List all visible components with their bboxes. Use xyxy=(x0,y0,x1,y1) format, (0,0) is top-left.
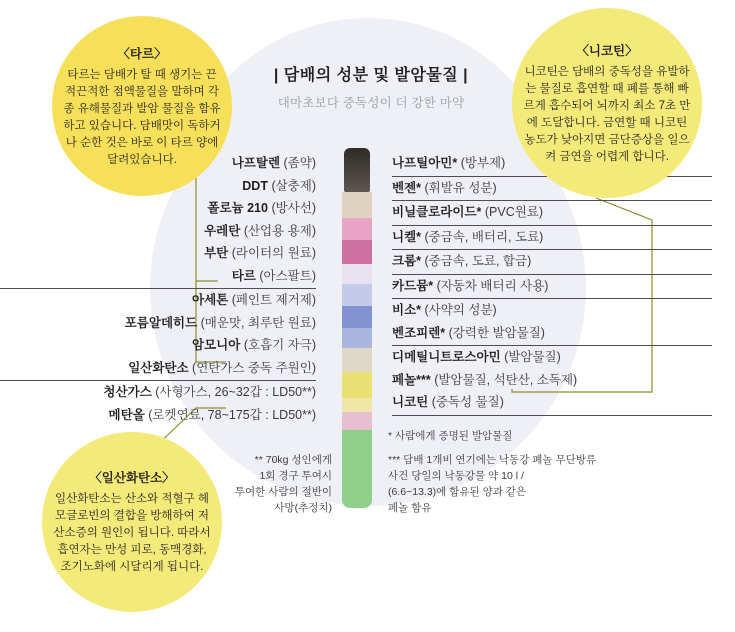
callout-carbon-monoxide xyxy=(42,432,222,612)
title-block xyxy=(231,62,511,111)
cigarette-band xyxy=(342,306,372,328)
ingredient-name: 비소* xyxy=(392,303,422,317)
cigarette-band xyxy=(342,192,372,218)
ingredient-name: 타르 xyxy=(231,268,256,283)
callout-nicotine-body: 니코틴은 담배의 중독성을 유발하는 물질로 흡연할 때 폐를 통해 빠르게 흡수되어 뇌까지 최소 7초 만에 도달합니다. 금연할 때 니코틴 농도가 낮아지면 금단증상을 일으켜 금연을 어렵게 합니다. xyxy=(523,65,691,163)
footnote-line: 사건 당일의 낙동강물 약 10 l / xyxy=(388,470,524,482)
footnote-line: 사망(추정치) xyxy=(274,502,332,514)
ingredient-name: 비닐클로라이드* xyxy=(392,205,482,219)
ingredient-name: 폴로늄 210 xyxy=(207,201,268,215)
ingredient-name: 벤젠* xyxy=(392,180,422,195)
ingredient-name: 디메틸니트로스아민 xyxy=(392,350,501,364)
ingredient-item xyxy=(392,201,712,226)
footnote-star: * 사람에게 증명된 발암물질 xyxy=(388,430,513,442)
ingredient-desc: (PVC원료) xyxy=(481,205,544,219)
ingredient-item xyxy=(392,391,712,416)
ingredient-desc: (휘발유 성분) xyxy=(421,180,497,195)
ingredient-item xyxy=(392,226,712,251)
cigarette-band xyxy=(342,372,372,398)
footnote-triple-star xyxy=(388,452,598,516)
cigarette-band xyxy=(342,218,372,240)
cigarette-filter xyxy=(342,430,372,508)
page-title: | 담배의 성분 및 발암물질 | xyxy=(273,67,469,84)
cigarette-band xyxy=(342,398,372,412)
callout-carbon-monoxide-title: 〈일산화탄소〉 xyxy=(89,471,175,485)
ingredient-desc: (강력한 발암물질) xyxy=(445,325,545,340)
callout-tar-title: 〈타르〉 xyxy=(117,46,167,61)
ingredient-item xyxy=(392,250,712,275)
ingredient-name: 일산화탄소 xyxy=(128,360,189,375)
page-subtitle: 대마초보다 중독성이 더 강한 마약 xyxy=(277,96,465,110)
ingredient-desc: (중금속, 도료, 합금) xyxy=(421,254,532,268)
ingredient-desc: (매운맛, 최루탄 원료) xyxy=(197,315,316,330)
ingredient-desc: (중독성 물질) xyxy=(428,395,504,409)
ingredient-name: 크롬* xyxy=(392,254,422,268)
ingredient-item xyxy=(392,369,712,392)
ingredient-name: 부탄 xyxy=(204,246,229,260)
ingredient-desc: (살충제) xyxy=(267,178,316,193)
ingredient-name: 암모니아 xyxy=(192,338,241,352)
cigarette-band xyxy=(342,348,372,372)
callout-nicotine-title: 〈니코틴〉 xyxy=(576,43,638,58)
callout-tar xyxy=(52,16,232,196)
ingredient-desc: (호흡기 자극) xyxy=(240,338,316,352)
ingredient-item xyxy=(392,346,712,369)
footnote-line: 투여한 사람의 절반이 xyxy=(234,486,332,498)
ingredient-name: 니코틴 xyxy=(392,395,429,409)
ingredient-item xyxy=(0,265,316,290)
cigarette-band xyxy=(342,412,372,430)
ingredient-item xyxy=(0,334,316,357)
ingredient-name: 니켈* xyxy=(392,229,422,244)
ingredient-item xyxy=(0,404,316,427)
ingredient-item xyxy=(392,322,712,347)
cigarette-band xyxy=(342,284,372,306)
ingredient-item xyxy=(0,381,316,404)
ingredient-desc: (사약의 성분) xyxy=(421,303,497,317)
ingredient-desc: (발암물질, 석탄산, 소독제) xyxy=(430,372,578,387)
ingredient-name: 나프탈렌 xyxy=(231,156,281,170)
ingredient-name: 카드뮴* xyxy=(392,278,434,293)
ingredient-item xyxy=(0,220,316,243)
cigarette-ash-tip xyxy=(344,148,370,192)
ingredient-item xyxy=(0,357,316,382)
cigarette-band xyxy=(342,264,372,284)
ingredient-desc: (연탄가스 중독 주원인) xyxy=(188,360,316,375)
ingredient-desc: (페인트 제거제) xyxy=(228,293,316,307)
callout-nicotine xyxy=(512,8,702,198)
ingredient-item xyxy=(0,242,316,265)
ingredient-item xyxy=(0,197,316,220)
ingredient-list-right xyxy=(382,152,712,416)
ingredient-name: 벤조피렌* xyxy=(392,325,446,340)
ingredient-name: 나프틸아민* xyxy=(392,156,458,170)
ingredient-name: 우레탄 xyxy=(204,223,241,238)
ingredient-desc: (사형가스, 26~32갑 : LD50**) xyxy=(151,385,316,399)
ingredient-name: 포름알데히드 xyxy=(124,315,198,330)
ingredient-item xyxy=(0,312,316,335)
callout-tar-body: 타르는 담배가 탈 때 생기는 끈적끈적한 점액물질을 말하며 각종 유해물질과 발암 물질을 함유하고 있습니다. 담배맛이 독하거나 순한 것은 바로 이 타르 양에 달려있습니다. xyxy=(63,68,221,166)
ingredient-desc: (중금속, 배터리, 도료) xyxy=(421,229,544,244)
ingredient-desc: (산업용 용제) xyxy=(240,223,316,238)
cigarette-band xyxy=(342,240,372,264)
ingredient-item xyxy=(0,289,316,312)
ingredient-desc: (좀약) xyxy=(280,156,316,170)
cigarette-band xyxy=(342,328,372,348)
ingredient-desc: (자동차 배터리 사용) xyxy=(433,278,549,293)
footnote-line: 페놀 함유 xyxy=(388,502,432,514)
ingredient-desc: (아스팔트) xyxy=(255,268,316,283)
callout-carbon-monoxide-body: 일산화탄소는 산소와 적혈구 헤모글로빈의 결합을 방해하여 저산소증의 원인이 됩니다. 따라서 흡연자는 만성 피로, 동맥경화, 조기노화에 시달리게 됩니다. xyxy=(53,493,211,573)
ingredient-desc: (방부제) xyxy=(457,156,506,170)
ingredient-name: 아세톤 xyxy=(192,293,229,307)
footnote-line: *** 담배 1개비 연기에는 낙동강 폐놀 무단방류 xyxy=(388,454,597,466)
ingredient-item xyxy=(392,275,712,300)
ingredient-desc: (로켓연료, 78~175갑 : LD50**) xyxy=(144,407,316,422)
ingredient-name: 청산가스 xyxy=(103,385,152,399)
ingredient-desc: (방사선) xyxy=(267,201,316,215)
footnote-line: (6.6~13.3)에 함유된 양과 같은 xyxy=(388,486,527,498)
cigarette-illustration xyxy=(342,148,372,508)
ingredient-desc: (발암물질) xyxy=(500,350,561,364)
ingredient-item xyxy=(392,299,712,322)
ingredient-name: DDT xyxy=(242,178,268,193)
ingredient-desc: (라이터의 원료) xyxy=(228,246,316,260)
ingredient-name: 메탄올 xyxy=(108,407,145,422)
ingredient-name: 페놀*** xyxy=(392,372,431,387)
ingredient-list-left xyxy=(0,152,330,426)
footnote-line: ** 70kg 성인에게 xyxy=(254,454,332,466)
footnote-line: 1회 경구 투여시 xyxy=(259,470,332,482)
